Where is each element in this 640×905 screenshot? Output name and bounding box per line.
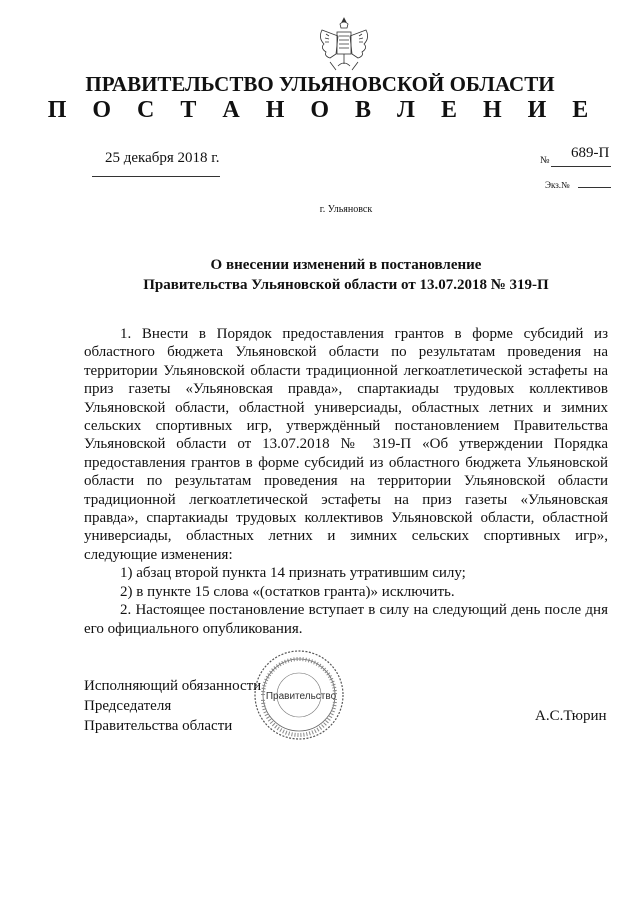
copy-number-underline	[578, 187, 611, 188]
seal-text: Правительство	[265, 691, 337, 702]
signatory-title-line-3: Правительства области	[84, 718, 233, 734]
number-label: №	[540, 155, 550, 166]
copy-number-label: Экз.№	[545, 180, 570, 190]
city: г. Ульяновск	[319, 204, 373, 215]
list-item-1: 1) абзац второй пункта 14 признать утратившим силу;	[120, 565, 466, 582]
heading-line-1: О внесении изменений в постановление	[210, 257, 482, 273]
document-number: 689-П	[571, 145, 610, 161]
list-item-2: 2) в пункте 15 слова «(остатков гранта)» исключить.	[120, 583, 455, 600]
paragraph-2: 2. Настоящее постановление вступает в силу на следующий день после дня его официального опубликования.	[84, 602, 608, 637]
signature-block	[84, 676, 261, 736]
document-type: П О С Т А Н О В Л Е Н И Е	[47, 97, 599, 123]
official-seal	[251, 647, 347, 743]
signatory-title-line-2: Председателя	[84, 698, 172, 714]
coat-of-arms-icon	[316, 14, 372, 76]
date-underline	[92, 176, 220, 177]
document-heading	[0, 255, 640, 295]
paragraph-1: 1. Внести в Порядок предоставления грантов в форме субсидий из областного бюджета Ульяновской области по результатам проведения на территории Ульяновской области традиционной легкоатлетической эстафеты на приз газеты «Ульяновская правда», спартакиады трудовых коллективов Ульяновской области, областной универсиады, областных летних и зимних сельских спортивных игр, утверждённый постановлением Правительства Ульяновской области от 13.07.2018 № 319-П «Об утверждении Порядка предоставления грантов в форме субсидий из областного бюджета Ульяновской области по результатам проведения на территории Ульяновской области традиционной легкоатлетической эстафеты на приз газеты «Ульяновская правда», спартакиады трудовых коллективов Ульяновской области, областной универсиады, областных летних и зимних сельских спортивных игр», следующие изменения:	[84, 326, 608, 563]
heading-line-2: Правительства Ульяновской области от 13.07.2018 № 319-П	[143, 277, 549, 293]
signatory-name: А.С.Тюрин	[535, 708, 607, 724]
government-title: ПРАВИТЕЛЬСТВО УЛЬЯНОВСКОЙ ОБЛАСТИ	[85, 72, 555, 96]
document-date: 25 декабря 2018 г.	[105, 150, 220, 166]
number-underline	[551, 166, 611, 167]
signatory-title-line-1: Исполняющий обязанности	[84, 678, 262, 694]
document-body	[84, 325, 608, 638]
